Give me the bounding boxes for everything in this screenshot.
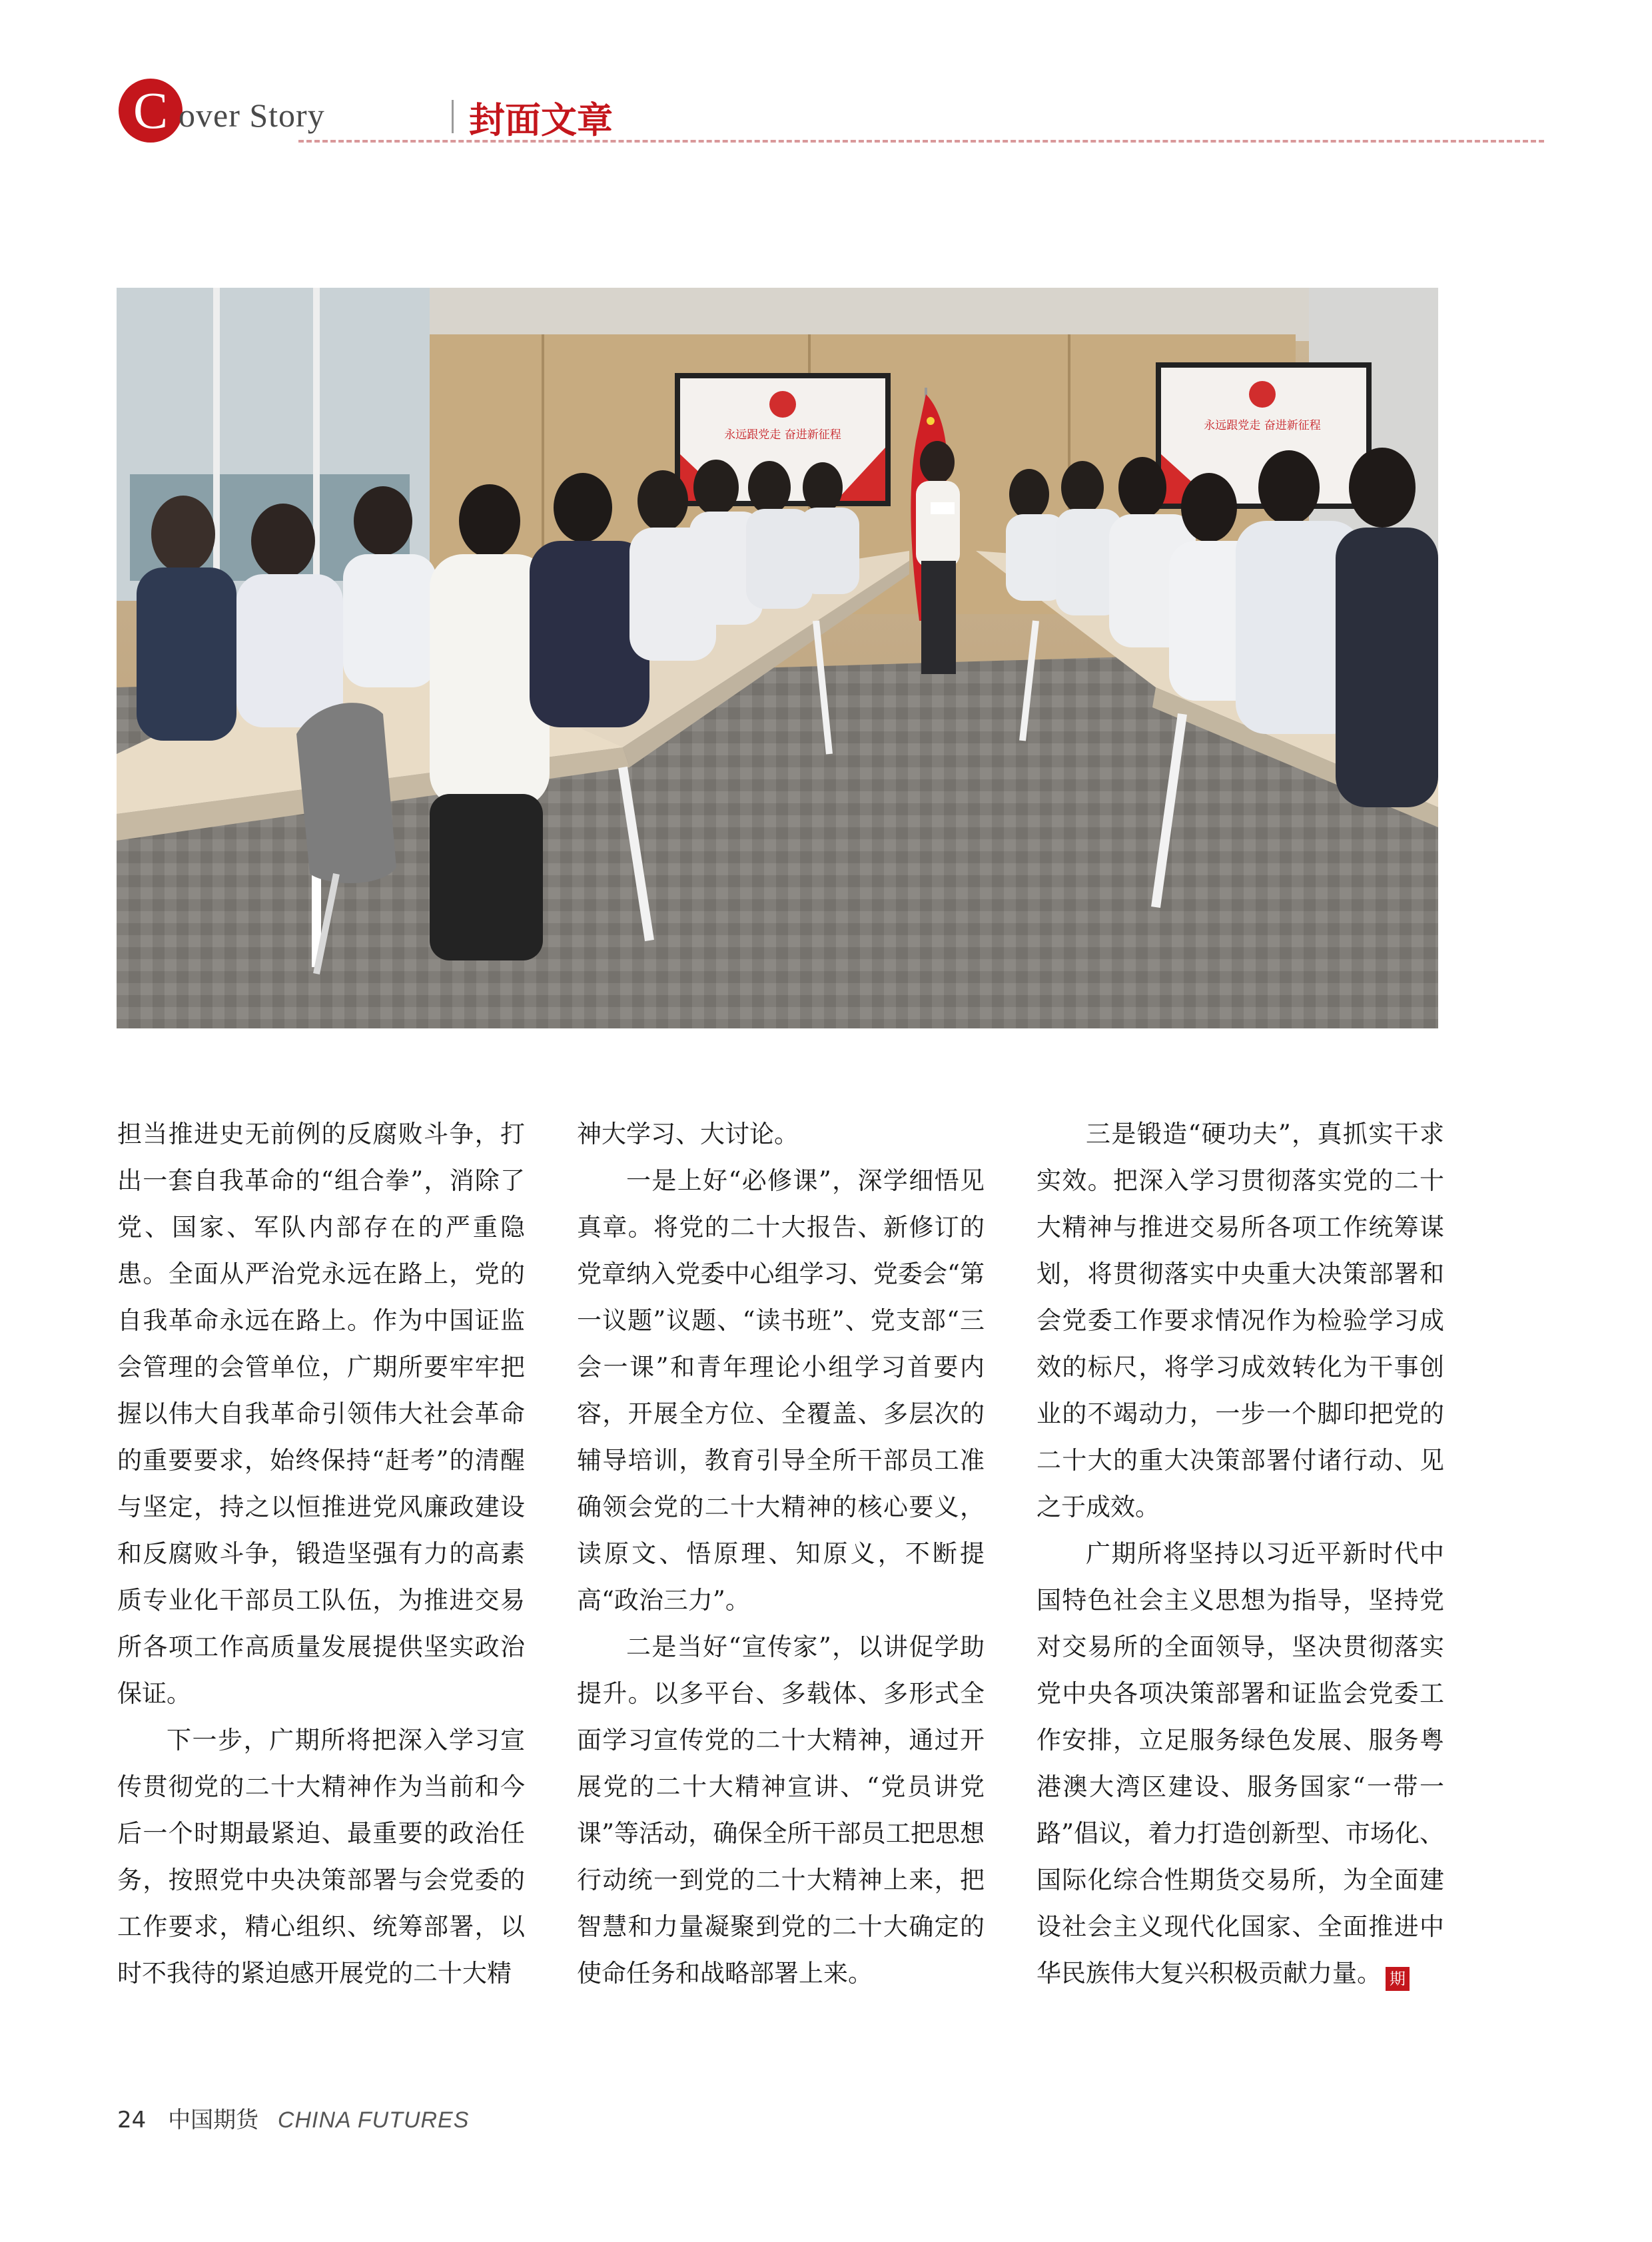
paragraph: 神大学习、大讨论。 <box>577 1120 799 1148</box>
paragraph-text: 广期所将坚持以习近平新时代中国特色社会主义思想为指导，坚持党对交易所的全面领导，坚决贯彻落实党中央各项决策部署和证监会党委工作安排，立足服务绿色发展、服务粤港澳大湾区建设、服务国家“一带一路”倡议，着力打造创新型、市场化、国际化综合性期货交易所，为全面建设社会主义现代化国家、全面推进中华民族伟大复兴积极贡献力量。 <box>1036 1539 1444 1988</box>
meeting-photo <box>117 288 1438 1028</box>
magazine-name-cn: 中国期货 <box>168 2107 259 2133</box>
paragraph: 二是当好“宣传家”，以讲促学助提升。以多平台、多载体、多形式全面学习宣传党的二十大精神，通过开展党的二十大精神宣讲、“党员讲党课”等活动，确保全所干部员工把思想行动统一到党的二十大精神上来，把智慧和力量凝聚到党的二十大确定的使命任务和战略部署上来。 <box>577 1633 985 1988</box>
paragraph-final <box>1036 1531 1444 1997</box>
paragraph: 担当推进史无前例的反腐败斗争，打出一套自我革命的“组合拳”，消除了党、国家、军队内部存在的严重隐患。全面从严治党永远在路上，党的自我革命永远在路上。作为中国证监会管理的会管单位，广期所要牢牢把握以伟大自我革命引领伟大社会革命的重要要求，始终保持“赶考”的清醒与坚定，持之以恒推进党风廉政建设和反腐败斗争，锻造坚强有力的高素质专业化干部员工队伍，为推进交易所各项工作高质量发展提供坚实政治保证。 <box>117 1120 525 1708</box>
magazine-name-en: CHINA FUTURES <box>277 2107 470 2133</box>
article-column-3 <box>1036 1111 1444 1997</box>
right-screen-title: 永远跟党走 奋进新征程 <box>1204 419 1321 432</box>
paragraph: 下一步，广期所将把深入学习宣传贯彻党的二十大精神作为当前和今后一个时期最紧迫、最重要的政治任务，按照党中央决策部署与会党委的工作要求，精心组织、统筹部署，以时不我待的紧迫感开展党的二十大精 <box>117 1726 525 1988</box>
article-column-2 <box>577 1111 985 1997</box>
section-name-cn: 封面文章 <box>469 99 613 141</box>
section-header <box>119 79 1544 152</box>
paragraph: 三是锻造“硬功夫”，真抓实干求实效。把深入学习贯彻落实党的二十大精神与推进交易所各项工作统筹谋划，将贯彻落实中央重大决策部署和会党委工作要求情况作为检验学习成效的标尺，将学习成效转化为干事创业的不竭动力，一步一个脚印把党的二十大的重大决策部署付诸行动、见之于成效。 <box>1036 1120 1444 1521</box>
page-number: 24 <box>117 2107 147 2133</box>
paragraph: 一是上好“必修课”，深学细悟见真章。将党的二十大报告、新修订的党章纳入党委中心组学习、党委会“第一议题”议题、“读书班”、党支部“三会一课”和青年理论小组学习首要内容，开展全方位、全覆盖、多层次的辅导培训，教育引导全所干部员工准确领会党的二十大精神的核心要义，读原文、悟原理、知原义，不断提高“政治三力”。 <box>577 1166 985 1615</box>
article-end-mark-icon: 期 <box>1386 1967 1410 1991</box>
left-screen-title: 永远跟党走 奋进新征程 <box>724 428 841 442</box>
page-footer <box>117 2101 469 2134</box>
header-separator <box>452 100 454 133</box>
section-name-en: over Story <box>179 97 325 134</box>
article-column-1 <box>117 1111 525 1997</box>
header-dashed-rule <box>298 140 1544 143</box>
section-logo-initial: C <box>119 79 183 143</box>
